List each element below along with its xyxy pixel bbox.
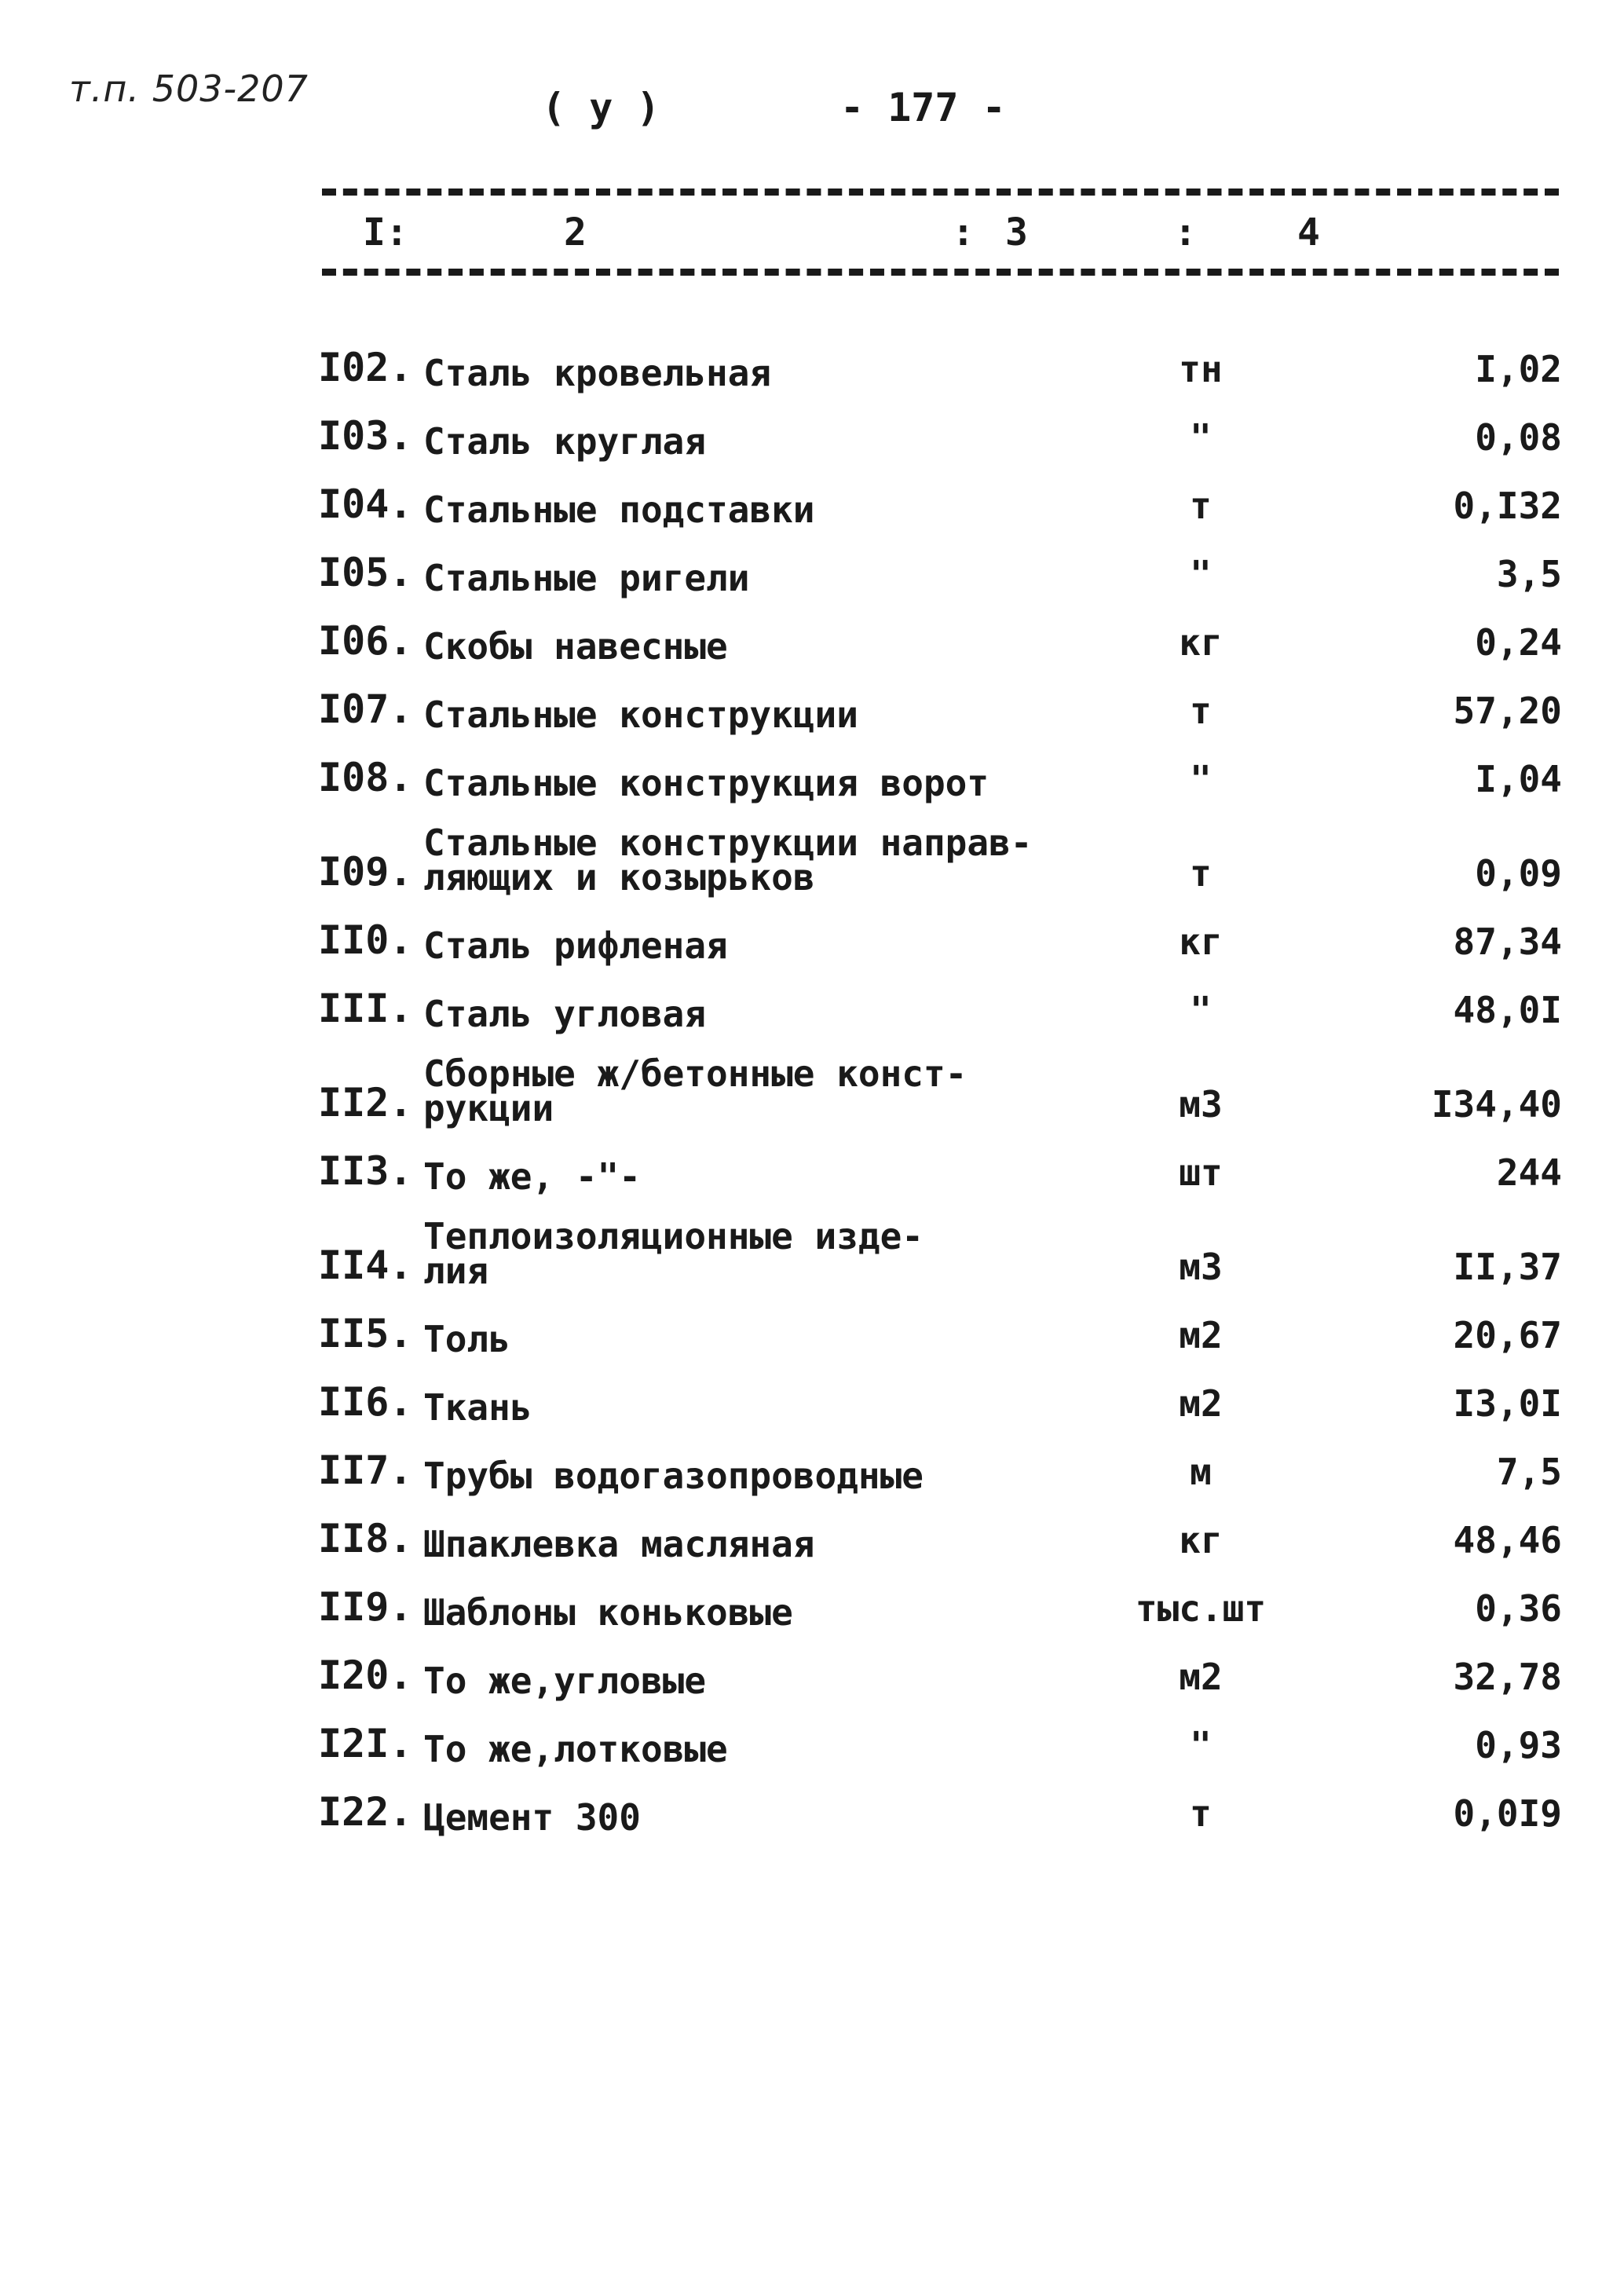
item-name: Теплоизоляционные изде- лия	[423, 1215, 924, 1292]
table-row	[318, 1126, 1562, 1194]
table-row	[318, 390, 1562, 459]
item-quantity: 0,09	[1475, 852, 1562, 895]
table-row	[318, 322, 1562, 390]
item-number: I05.	[318, 550, 413, 595]
item-number: II3.	[318, 1148, 413, 1194]
item-number: II4.	[318, 1243, 413, 1288]
sheet-label: ( у )	[542, 85, 660, 130]
item-unit: м2	[1179, 1382, 1223, 1425]
document-code: т.п. 503-207	[69, 68, 309, 110]
item-name: Сталь угловая	[423, 993, 707, 1035]
item-name: Ткань	[423, 1386, 532, 1429]
item-unit: м2	[1179, 1314, 1223, 1356]
item-unit: "	[1190, 758, 1212, 800]
item-unit: "	[1190, 416, 1212, 459]
item-number: I07.	[318, 686, 413, 732]
item-name: Трубы водогазопроводные	[423, 1455, 924, 1497]
item-unit: кг	[1179, 621, 1223, 664]
item-quantity: 0,36	[1475, 1587, 1562, 1630]
item-number: II9.	[318, 1584, 413, 1630]
item-quantity: I3,0I	[1453, 1382, 1562, 1425]
table-row	[318, 1425, 1562, 1493]
column-header-4: 4	[1297, 210, 1320, 254]
column-header-3: 3	[1005, 210, 1028, 254]
column-separator: :	[952, 210, 975, 254]
item-unit: "	[1190, 989, 1212, 1031]
table-row	[318, 895, 1562, 963]
item-number: II7.	[318, 1448, 413, 1493]
item-unit: "	[1190, 553, 1212, 595]
item-name: Шаблоны коньковые	[423, 1591, 793, 1634]
item-quantity: I,04	[1475, 758, 1562, 800]
item-number: I04.	[318, 481, 413, 527]
item-unit: м2	[1179, 1656, 1223, 1698]
column-header-2: 2	[564, 210, 587, 254]
item-quantity: 20,67	[1453, 1314, 1562, 1356]
item-unit: тн	[1179, 348, 1223, 390]
item-unit: кг	[1179, 921, 1223, 963]
table-row	[318, 664, 1562, 732]
item-name: Сталь круглая	[423, 420, 707, 463]
table-row	[318, 1630, 1562, 1698]
table-row	[318, 595, 1562, 664]
item-quantity: 48,0I	[1453, 989, 1562, 1031]
item-number: II0.	[318, 917, 413, 963]
item-number: I22.	[318, 1789, 413, 1835]
item-unit: м	[1190, 1451, 1212, 1493]
item-quantity: 0,08	[1475, 416, 1562, 459]
table-row	[318, 1031, 1562, 1126]
item-name: Стальные ригели	[423, 557, 750, 599]
item-quantity: 244	[1496, 1151, 1562, 1194]
item-number: II8.	[318, 1516, 413, 1561]
item-number: I20.	[318, 1653, 413, 1698]
item-quantity: 3,5	[1496, 553, 1562, 595]
page-number: - 177 -	[840, 85, 1006, 130]
table-row	[318, 527, 1562, 595]
item-quantity: I,02	[1475, 348, 1562, 390]
table-row	[318, 1698, 1562, 1766]
table-row	[318, 1194, 1562, 1288]
item-quantity: I34,40	[1431, 1083, 1562, 1126]
item-unit: т	[1190, 485, 1212, 527]
item-number: III.	[318, 986, 413, 1031]
item-number: I08.	[318, 755, 413, 800]
item-name: Шпаклевка масляная	[423, 1523, 815, 1565]
item-unit: тыс.шт	[1135, 1587, 1267, 1630]
item-unit: "	[1190, 1724, 1212, 1766]
item-unit: м3	[1179, 1246, 1223, 1288]
item-number: I03.	[318, 413, 413, 459]
item-quantity: 48,46	[1453, 1519, 1562, 1561]
item-number: I2I.	[318, 1721, 413, 1766]
item-number: I02.	[318, 345, 413, 390]
item-quantity: 0,24	[1475, 621, 1562, 664]
item-number: I09.	[318, 849, 413, 895]
table-row	[318, 459, 1562, 527]
item-number: I06.	[318, 618, 413, 664]
item-unit: кг	[1179, 1519, 1223, 1561]
item-name: Толь	[423, 1318, 510, 1360]
item-number: II5.	[318, 1311, 413, 1356]
item-quantity: 57,20	[1453, 690, 1562, 732]
item-name: Стальные конструкция ворот	[423, 762, 989, 804]
table-row	[318, 1493, 1562, 1561]
header-top-rule	[322, 189, 1559, 196]
item-quantity: II,37	[1453, 1246, 1562, 1288]
table-row	[318, 732, 1562, 800]
item-name: Цемент 300	[423, 1796, 641, 1839]
item-name: Стальные конструкции направ- ляющих и козырьков	[423, 822, 1033, 899]
item-number: II6.	[318, 1379, 413, 1425]
item-quantity: 32,78	[1453, 1656, 1562, 1698]
item-unit: т	[1190, 690, 1212, 732]
header-bottom-rule	[322, 269, 1559, 276]
item-name: Сталь кровельная	[423, 352, 772, 394]
item-unit: шт	[1179, 1151, 1223, 1194]
item-quantity: 0,I32	[1453, 485, 1562, 527]
table-row	[318, 800, 1562, 895]
column-header-1: I:	[363, 210, 408, 254]
item-quantity: 0,0I9	[1453, 1792, 1562, 1835]
item-name: То же,лотковые	[423, 1728, 728, 1770]
table-row	[318, 963, 1562, 1031]
item-name: Скобы навесные	[423, 625, 728, 668]
column-separator: :	[1174, 210, 1197, 254]
item-name: Сталь рифленая	[423, 924, 728, 967]
item-name: Стальные подставки	[423, 489, 815, 531]
item-name: Стальные конструкции	[423, 694, 858, 736]
table-row	[318, 1766, 1562, 1835]
item-name: То же, -"-	[423, 1155, 641, 1198]
item-name: То же,угловые	[423, 1660, 707, 1702]
item-unit: м3	[1179, 1083, 1223, 1126]
item-quantity: 0,93	[1475, 1724, 1562, 1766]
item-name: Сборные ж/бетонные конст- рукции	[423, 1052, 967, 1129]
item-number: II2.	[318, 1080, 413, 1126]
table-row	[318, 1288, 1562, 1356]
item-unit: т	[1190, 852, 1212, 895]
table-row	[318, 1561, 1562, 1630]
materials-table	[318, 322, 1562, 1839]
table-row	[318, 1356, 1562, 1425]
item-unit: т	[1190, 1792, 1212, 1835]
item-quantity: 87,34	[1453, 921, 1562, 963]
item-quantity: 7,5	[1496, 1451, 1562, 1493]
